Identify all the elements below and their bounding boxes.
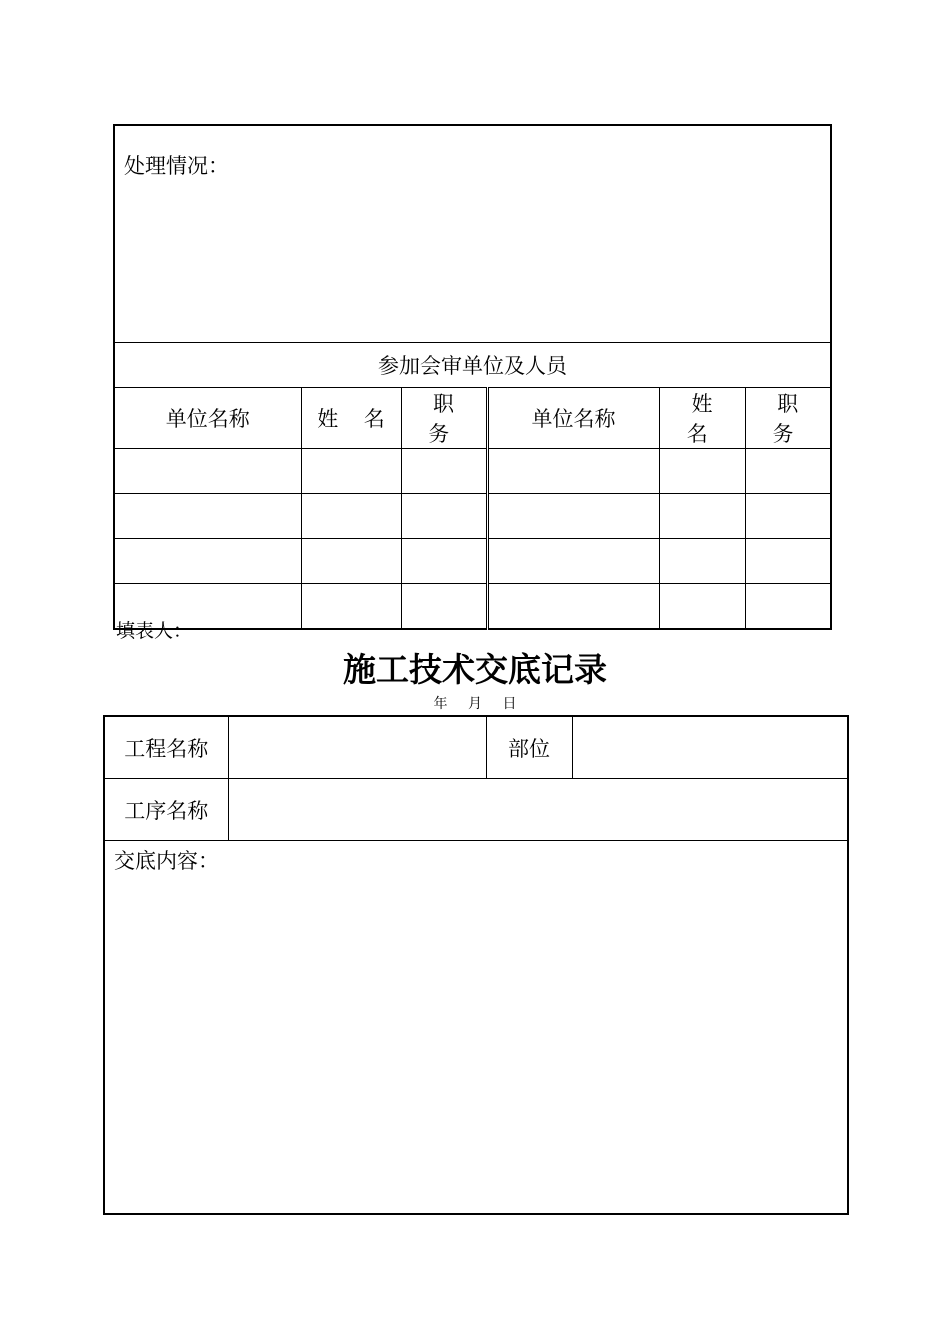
part-input[interactable] [572, 716, 848, 779]
input-cell[interactable] [659, 539, 745, 584]
input-cell[interactable] [301, 449, 401, 494]
briefing-content-cell[interactable] [104, 841, 848, 1215]
filler-label: 填表人： [116, 620, 193, 642]
date-year: 年 [433, 696, 448, 712]
input-cell[interactable] [301, 494, 401, 539]
input-cell[interactable] [401, 539, 487, 584]
header-name-text: 姓 名 [317, 407, 395, 431]
input-cell[interactable] [401, 494, 487, 539]
input-cell[interactable] [401, 449, 487, 494]
table-row [114, 449, 831, 494]
header-name [301, 388, 401, 449]
input-cell[interactable] [401, 584, 487, 630]
header-position-text: 职 务 [428, 392, 464, 446]
header-name-2-text: 姓 名 [686, 392, 722, 446]
input-cell[interactable] [301, 584, 401, 630]
document-title: 施工技术交底记录 [343, 650, 607, 689]
participants-title: 参加会审单位及人员 [114, 343, 831, 388]
table-row [114, 494, 831, 539]
process-situation-label: 处理情况： [124, 154, 229, 178]
project-name-label: 工程名称 [104, 716, 228, 779]
input-cell[interactable] [745, 494, 831, 539]
header-unit-name: 单位名称 [114, 388, 301, 449]
header-unit-name-2: 单位名称 [487, 388, 659, 449]
input-cell[interactable] [659, 494, 745, 539]
input-cell[interactable] [745, 539, 831, 584]
input-cell[interactable] [487, 494, 659, 539]
date-month: 月 [468, 696, 482, 712]
process-situation-cell[interactable] [114, 125, 831, 343]
input-cell[interactable] [487, 539, 659, 584]
input-cell[interactable] [114, 539, 301, 584]
briefing-content-label: 交底内容： [114, 849, 219, 873]
input-cell[interactable] [745, 584, 831, 630]
input-cell[interactable] [114, 449, 301, 494]
input-cell[interactable] [745, 449, 831, 494]
table-row [114, 539, 831, 584]
project-name-input[interactable] [228, 716, 486, 779]
table-row [114, 584, 831, 630]
input-cell[interactable] [659, 449, 745, 494]
part-label: 部位 [486, 716, 572, 779]
input-cell[interactable] [301, 539, 401, 584]
header-position-2 [745, 388, 831, 449]
review-table [113, 124, 832, 630]
procedure-name-label: 工序名称 [104, 779, 228, 841]
procedure-name-input[interactable] [228, 779, 848, 841]
technical-briefing-table [103, 715, 849, 1215]
header-name-2 [659, 388, 745, 449]
input-cell[interactable] [487, 584, 659, 630]
input-cell[interactable] [487, 449, 659, 494]
input-cell[interactable] [659, 584, 745, 630]
header-position [401, 388, 487, 449]
date-line [0, 693, 950, 713]
date-day: 日 [502, 696, 517, 712]
input-cell[interactable] [114, 494, 301, 539]
header-position-2-text: 职 务 [772, 392, 808, 446]
